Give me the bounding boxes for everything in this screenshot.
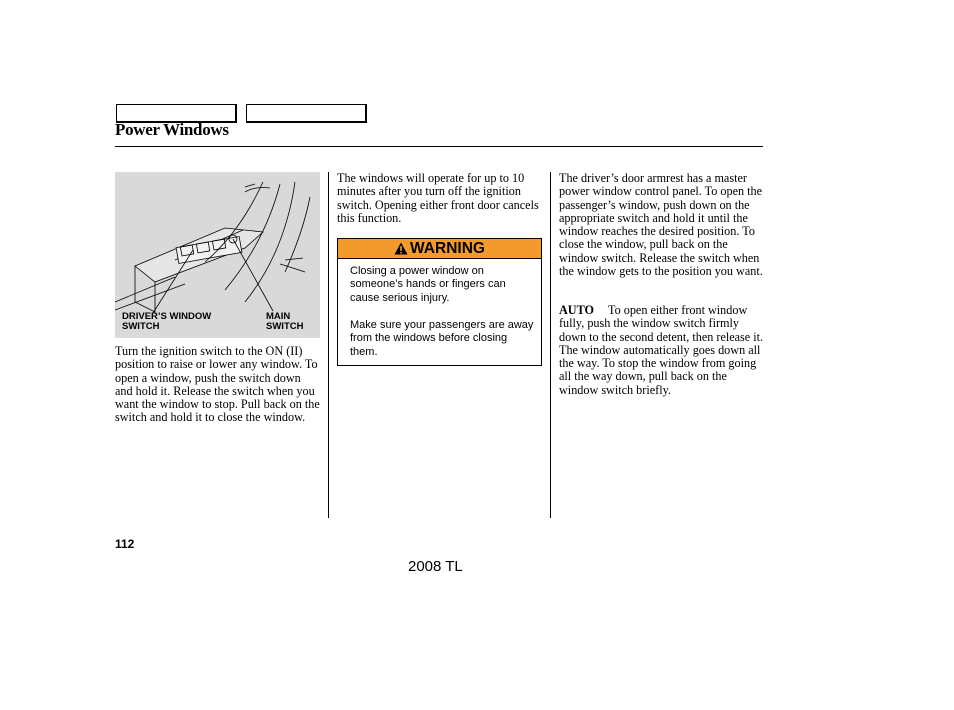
paragraph-ignition-operation: Turn the ignition switch to the ON (II) position to raise or lower any window. To open a window, push the switch down and hold it. Release the switch when you want the window to stop. Pull back on the switch and hold it to close the window. xyxy=(115,344,320,425)
warning-box xyxy=(337,238,542,366)
door-armrest-illustration xyxy=(115,172,320,338)
paragraph-delay-operation: The windows will operate for up to 10 minutes after you turn off the ignition switch. Opening either front door cancels this function. xyxy=(337,171,539,225)
paragraph-auto-function xyxy=(559,304,766,397)
warning-text: Closing a power window on someone’s hands or fingers can cause serious injury. xyxy=(350,265,506,304)
auto-description: To open either front window fully, push the window switch firmly down to the second detent, then release it. The window automatically goes down all the way. To stop the window from going all the way down, pull back on the window switch briefly. xyxy=(559,303,764,397)
title-divider xyxy=(115,146,763,147)
main-switch-label: MAIN SWITCH xyxy=(266,311,304,332)
column-divider xyxy=(550,172,551,518)
warning-header xyxy=(338,239,541,259)
page-title: Power Windows xyxy=(115,120,229,139)
footer-model-label: 2008 TL xyxy=(408,558,463,575)
column-divider xyxy=(328,172,329,518)
page-number: 112 xyxy=(115,537,135,551)
auto-label: AUTO xyxy=(559,303,594,317)
warning-triangle-icon xyxy=(394,242,408,255)
warning-title: WARNING xyxy=(410,239,485,257)
paragraph-master-control: The driver’s door armrest has a master power window control panel. To open the passenger’s window, push down on the appropriate switch and hold it until the window reaches the desired position. To close the window, pull back on the window switch. Release the switch when the window gets to the position you want. xyxy=(559,171,763,279)
warning-text: Make sure your passengers are away from the windows before closing them. xyxy=(350,319,534,358)
nav-button-next[interactable] xyxy=(246,104,367,123)
driver-window-switch-label: DRIVER’S WINDOW SWITCH xyxy=(122,311,212,332)
